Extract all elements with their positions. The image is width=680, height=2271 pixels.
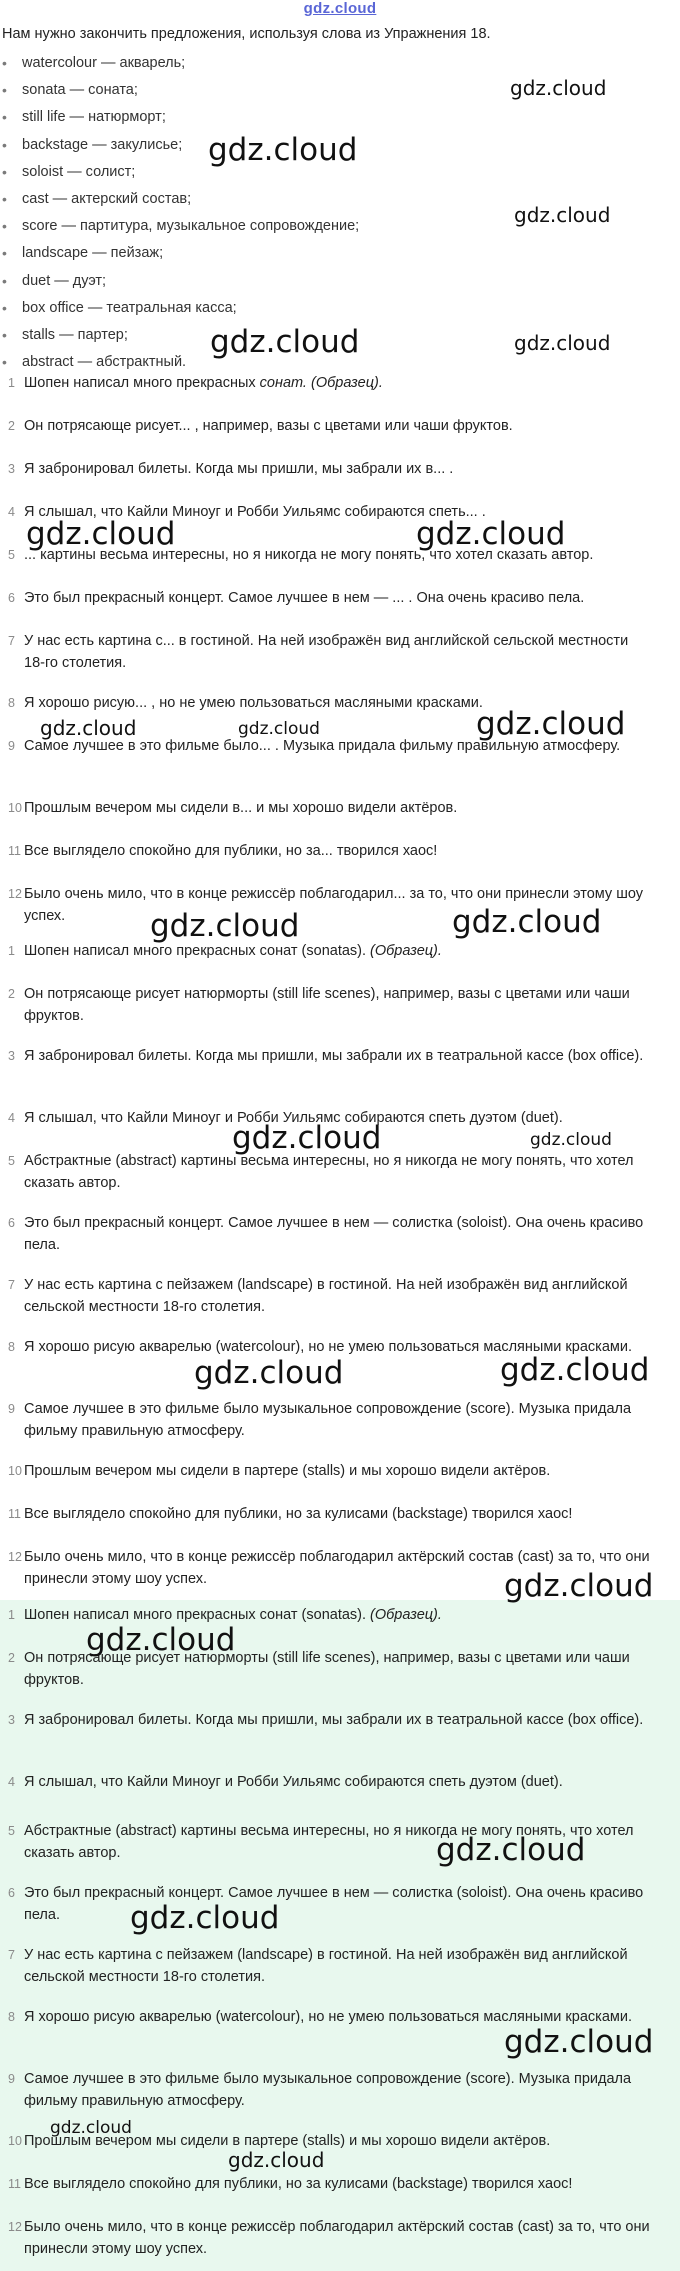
watermark: gdz.cloud [514, 331, 611, 355]
bullet-icon: • [2, 109, 7, 126]
watermark: gdz.cloud [208, 132, 358, 168]
vocab-item: • landscape — пейзаж; [0, 240, 359, 267]
bullet-icon: • [2, 136, 7, 153]
watermark: gdz.cloud [150, 908, 300, 944]
vocab-item: • abstract — абстрактный. [0, 349, 359, 376]
watermark: gdz.cloud [530, 1130, 612, 1150]
watermark: gdz.cloud [504, 1568, 654, 1604]
watermark: gdz.cloud [510, 76, 607, 100]
watermark: gdz.cloud [40, 716, 137, 740]
watermark: gdz.cloud [228, 2148, 325, 2172]
bullet-icon: • [2, 190, 7, 207]
vocab-item: • cast — актерский состав; [0, 186, 359, 213]
highlighted-answers-panel: 1 Шопен написал много прекрасных сонат (sonatas). (Образец). 2 Он потрясающе рисует натюрморты (still life scenes), например, вазы с цветами или чаши фруктов. 3 Я забронировал билеты. Когда мы пришли, мы забрали их в театральной кассе (box office). 4 Я слышал, что Кайли Миноуг и Робби Уильямс собираются спеть дуэтом (duet). 5 Абстрактные (abstract) картины весьма интересны, но я никогда не могу понять, что хотел сказать автор. 6 Это был прекрасный концерт. Самое лучшее в нем — солистка (soloist). Она очень красиво пела. 7 У нас есть картина с пейзажем (landscape) в гостиной. На ней изображён вид английской сельской местности 18-го столетия. 8 Я хорошо рисую акварелью (watercolour), но не умею пользоваться масляными красками. 9 Самое лучшее в это фильме было музыкальное сопровождение (score). Музыка придала фильму правильную атмосферу. 10 Прошлым вечером мы сидели в партере (stalls) и мы хорошо видели актёров. 11 Все выглядело спокойно для публики, но за кулисами (backstage) творился хаос! 12 Было очень мило, что в конце режиссёр поблагодарил актёрский состав (cast) за то, что они принесли этому шоу успех. [0, 1600, 680, 2271]
watermark: gdz.cloud [476, 706, 626, 742]
watermark: gdz.cloud [130, 1900, 280, 1936]
bullet-icon: • [2, 82, 7, 99]
vocab-item: • sonata — соната; [0, 77, 359, 104]
bullet-icon: • [2, 218, 7, 235]
vocab-item: • box office — театральная касса; [0, 295, 359, 322]
watermark: gdz.cloud [210, 324, 360, 360]
intro-text: Нам нужно закончить предложения, используя слова из Упражнения 18. [2, 26, 491, 42]
bullet-icon: • [2, 245, 7, 262]
vocab-item: • duet — дуэт; [0, 268, 359, 295]
vocab-item: • stalls — партер; [0, 322, 359, 349]
watermark: gdz.cloud [436, 1832, 586, 1868]
bullet-icon: • [2, 55, 7, 71]
watermark: gdz.cloud [504, 2024, 654, 2060]
watermark: gdz.cloud [500, 1352, 650, 1388]
top-logo[interactable]: gdz.cloud [303, 0, 377, 17]
watermark: gdz.cloud [50, 2118, 132, 2138]
watermark: gdz.cloud [238, 719, 320, 739]
watermark: gdz.cloud [452, 904, 602, 940]
watermark: gdz.cloud [514, 203, 611, 227]
bullet-icon: • [2, 163, 7, 180]
watermark: gdz.cloud [26, 516, 176, 552]
watermark: gdz.cloud [232, 1120, 382, 1156]
bullet-icon: • [2, 354, 7, 371]
bullet-icon: • [2, 299, 7, 316]
vocab-item: • watercolour — акварель; [0, 50, 359, 77]
watermark: gdz.cloud [194, 1355, 344, 1391]
bullet-icon: • [2, 326, 7, 343]
vocab-list [0, 50, 359, 376]
watermark: gdz.cloud [416, 516, 566, 552]
bullet-icon: • [2, 272, 7, 289]
vocab-item: • still life — натюрморт; [0, 104, 359, 131]
vocab-item: • score — партитура, музыкальное сопровождение; [0, 213, 359, 240]
watermark: gdz.cloud [86, 1622, 236, 1658]
vocab-item: • backstage — закулисье; [0, 132, 359, 159]
vocab-item: • soloist — солист; [0, 159, 359, 186]
